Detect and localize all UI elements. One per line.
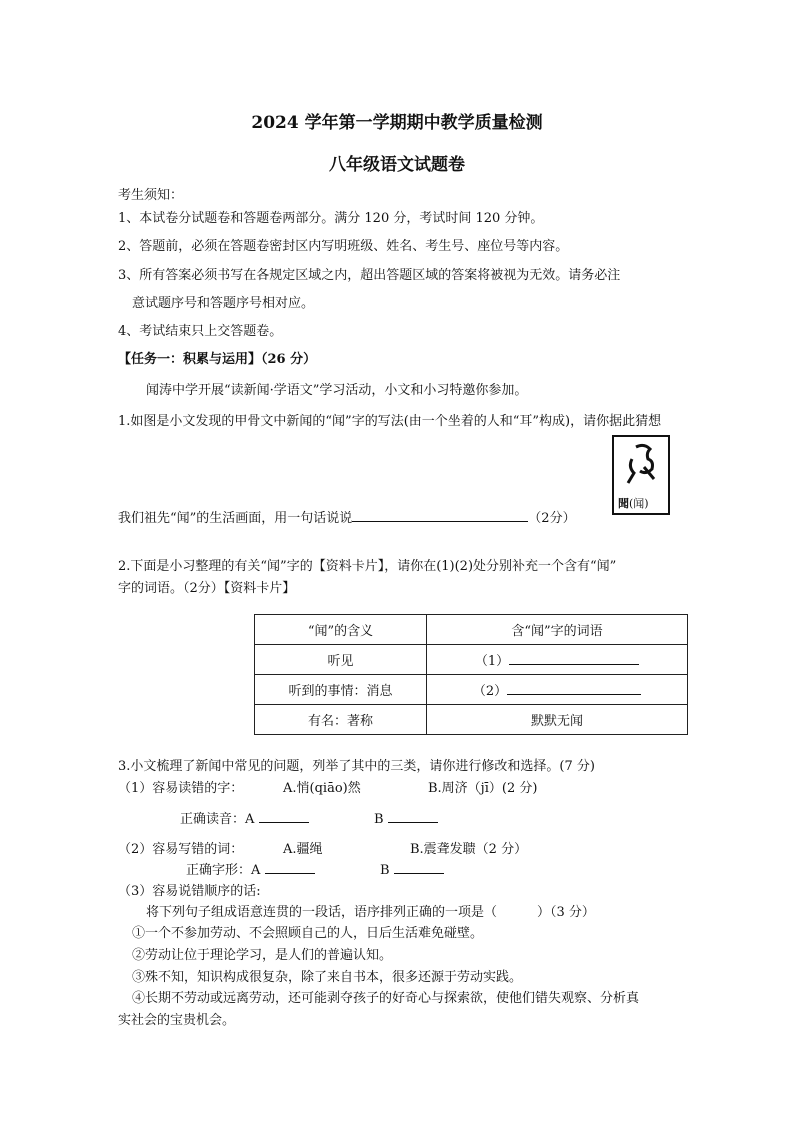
sentence-4-cont: 实社会的宝贵机会。 bbox=[118, 1013, 236, 1028]
table-header-row bbox=[255, 615, 688, 645]
table-cell: 听见 bbox=[255, 645, 427, 675]
answer-blank-2[interactable] bbox=[507, 680, 641, 695]
table-cell: 有名：著称 bbox=[255, 705, 427, 735]
task1-heading: 【任务一：积累与运用】（26 分） bbox=[118, 352, 317, 367]
table-cell: （2） bbox=[427, 675, 688, 705]
notice-item: 2、答题前，必须在答题卷密封区内写明班级、姓名、考生号、座位号等内容。 bbox=[118, 239, 569, 254]
q2-line2: 字的词语。（2分）【资料卡片】 bbox=[118, 581, 296, 596]
q1-line1: 1.如图是小文发现的甲骨文中新闻的“闻”字的写法(由一个坐着的人和“耳”构成)，请你据此猜想 bbox=[118, 414, 662, 429]
notice-item: 4、考试结束只上交答题卷。 bbox=[118, 324, 283, 339]
table-cell: 默默无闻 bbox=[427, 705, 688, 735]
oracle-bone-wen-icon bbox=[614, 437, 668, 497]
q3-p2-label: （2）容易写错的词： bbox=[118, 842, 244, 857]
page-title: 2024 学年第一学期期中教学质量检测 bbox=[251, 113, 543, 133]
notice-heading: 考生须知： bbox=[118, 188, 184, 203]
sentence-2: ②劳动让位于理论学习，是人们的普遍认知。 bbox=[132, 948, 393, 963]
q3-p1-answer: 正确读音：A bbox=[180, 808, 309, 827]
q3-p1-a: A.悄(qiāo)然 bbox=[283, 781, 361, 796]
sentence-4: ④长期不劳动或远离劳动，还可能剥夺孩子的好奇心与探索欲，使他们错失观察、分析真 bbox=[132, 991, 640, 1006]
q3-p1-answer-b: B bbox=[374, 808, 438, 827]
table-header: 含“闻”字的词语 bbox=[427, 615, 688, 645]
q3-p2-a: A.疆绳 bbox=[283, 842, 323, 857]
sentence-3: ③殊不知，知识构成很复杂，除了来自书本，很多还源于劳动实践。 bbox=[132, 970, 523, 985]
table-cell: 听到的事情：消息 bbox=[255, 675, 427, 705]
task1-intro: 闻涛中学开展“读新闻·学语文”学习活动，小文和小习特邀你参加。 bbox=[146, 383, 528, 398]
q3-p1-label: （1）容易读错的字： bbox=[118, 781, 244, 796]
q3-p3-intro: 将下列句子组成语意连贯的一段话，语序排列正确的一项是（ ）（3 分） bbox=[146, 905, 595, 920]
table-row bbox=[255, 675, 688, 705]
notice-item: 3、所有答案必须书写在各规定区域之内，超出答题区域的答案将被视为无效。请务必注 bbox=[118, 268, 621, 283]
q1-line2: 我们祖先“闻”的生活画面，用一句话说说 （2分） bbox=[118, 507, 576, 526]
q1-answer-blank[interactable] bbox=[352, 507, 528, 522]
notice-item: 意试题序号和答题序号相对应。 bbox=[132, 296, 315, 311]
answer-blank-reading-b[interactable] bbox=[388, 808, 438, 823]
answer-blank-reading-a[interactable] bbox=[259, 808, 309, 823]
sentence-1: ①一个不参加劳动、不会照顾自己的人，日后生活难免碰壁。 bbox=[132, 926, 484, 941]
q3-line1: 3.小文梳理了新闻中常见的问题，列举了其中的三类，请你进行修改和选择。(7 分) bbox=[118, 759, 595, 774]
q3-p2-b: B.震聋发聩（2 分） bbox=[410, 842, 528, 857]
table-header: “闻”的含义 bbox=[255, 615, 427, 645]
page-subtitle: 八年级语文试题卷 bbox=[329, 155, 465, 175]
info-card-table bbox=[254, 614, 688, 735]
table-cell: （1） bbox=[427, 645, 688, 675]
answer-blank-1[interactable] bbox=[509, 650, 639, 665]
q3-p3-label: （3）容易说错顺序的话: bbox=[118, 884, 261, 899]
q2-line1: 2.下面是小习整理的有关“闻”字的【资料卡片】，请你在(1)(2)处分别补充一个含有“闻” bbox=[118, 559, 617, 574]
table-row bbox=[255, 705, 688, 735]
oracle-bone-image bbox=[612, 435, 670, 515]
answer-blank-writing-b[interactable] bbox=[394, 859, 444, 874]
answer-blank-writing-a[interactable] bbox=[265, 859, 315, 874]
table-row bbox=[255, 645, 688, 675]
oracle-bone-caption: 聞(闻) bbox=[618, 497, 649, 510]
q3-p1-b: B.周济（jī）(2 分) bbox=[428, 781, 538, 796]
q3-p2-answer-b: B bbox=[380, 859, 444, 878]
notice-item: 1、本试卷分试题卷和答题卷两部分。满分 120 分，考试时间 120 分钟。 bbox=[118, 211, 544, 226]
q3-p2-answer: 正确字形：A bbox=[186, 859, 315, 878]
